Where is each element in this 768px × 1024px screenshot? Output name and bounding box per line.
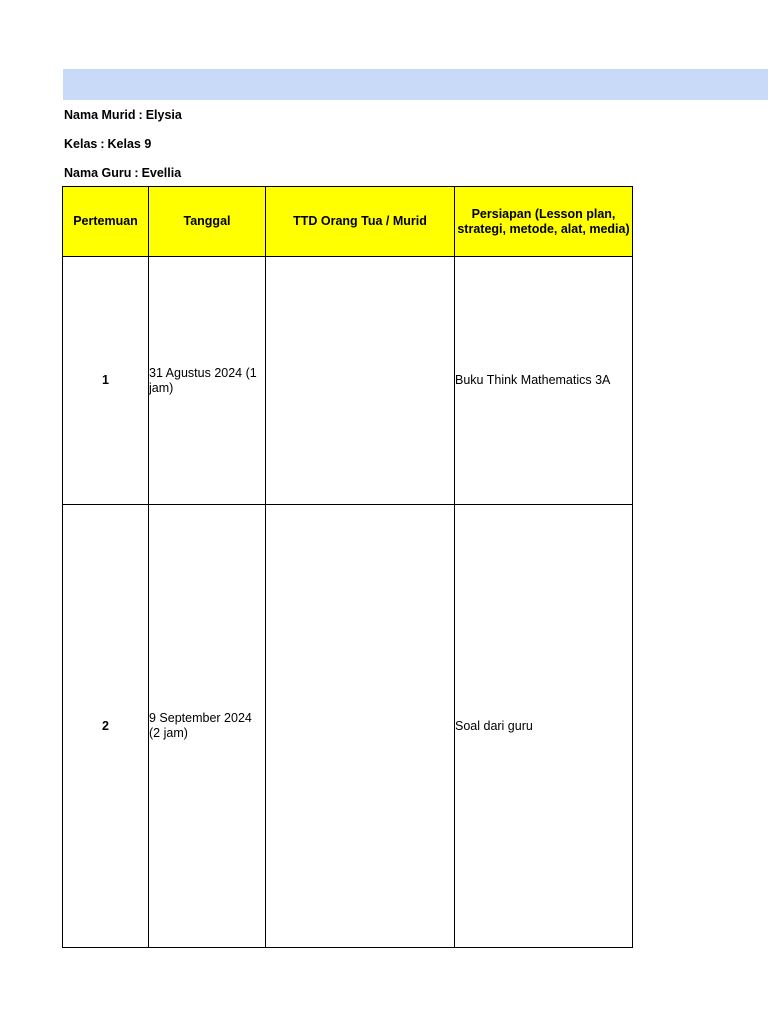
table-row xyxy=(63,257,633,505)
meeting-number: 2 xyxy=(63,505,149,948)
header-date: Tanggal xyxy=(149,187,266,257)
header-preparation: Persiapan (Lesson plan, strategi, metode, alat, media) xyxy=(455,187,633,257)
header-signature: TTD Orang Tua / Murid xyxy=(266,187,455,257)
meeting-log-table xyxy=(62,186,633,948)
meeting-number: 1 xyxy=(63,257,149,505)
signature-cell[interactable] xyxy=(266,505,455,948)
preparation-cell: Soal dari guru xyxy=(455,505,633,948)
header-meeting: Pertemuan xyxy=(63,187,149,257)
meeting-date: 31 Agustus 2024 (1 jam) xyxy=(149,257,266,505)
preparation-cell: Buku Think Mathematics 3A xyxy=(455,257,633,505)
table-header-row xyxy=(63,187,633,257)
student-name-value: Elysia xyxy=(145,108,182,122)
teacher-name-value: Evellia xyxy=(141,166,182,180)
class-value: Kelas 9 xyxy=(107,137,152,151)
title-band xyxy=(63,69,768,100)
student-name-label: Nama Murid xyxy=(64,108,136,122)
table-row xyxy=(63,505,633,948)
teacher-name-line: Nama Guru : Evellia xyxy=(64,166,182,180)
meeting-date: 9 September 2024 (2 jam) xyxy=(149,505,266,948)
class-line: Kelas : Kelas 9 xyxy=(64,137,152,151)
teacher-name-label: Nama Guru xyxy=(64,166,132,180)
student-name-line: Nama Murid : Elysia xyxy=(64,108,182,122)
class-label: Kelas xyxy=(64,137,98,151)
signature-cell[interactable] xyxy=(266,257,455,505)
